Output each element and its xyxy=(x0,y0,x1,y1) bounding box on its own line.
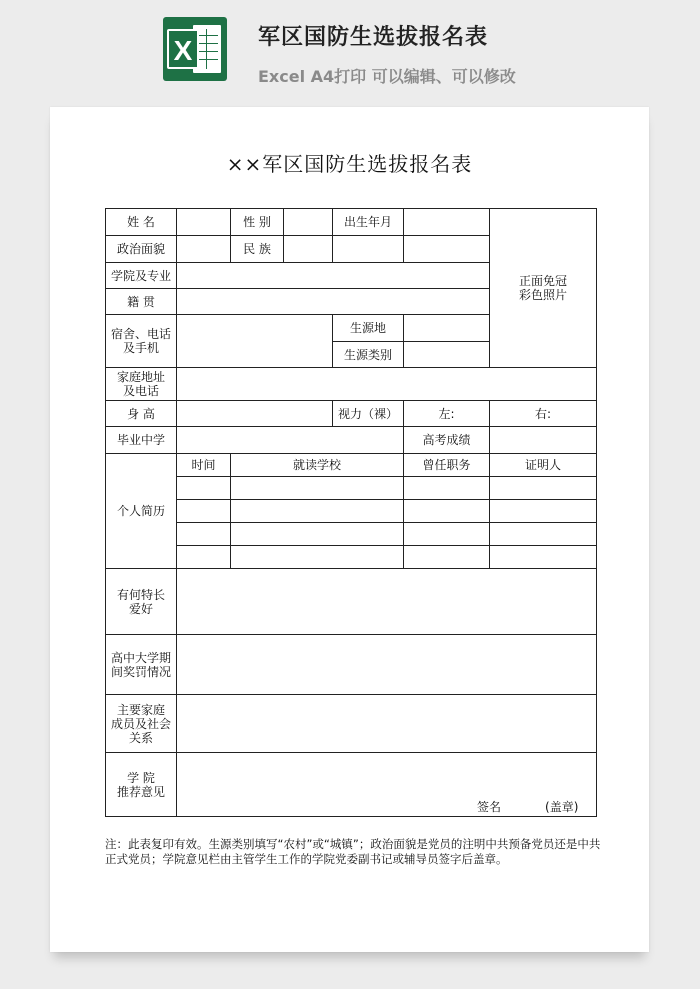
label-origin: 生源地 xyxy=(333,315,404,342)
label-recommend: 学 院 推荐意见 xyxy=(106,753,177,817)
label-exam-score: 高考成绩 xyxy=(404,427,490,454)
resume-cell[interactable] xyxy=(231,477,404,500)
resume-cell[interactable] xyxy=(490,500,597,523)
label-home-address: 家庭地址 及电话 xyxy=(106,368,177,401)
resume-cell[interactable] xyxy=(404,500,490,523)
field-right-eye[interactable]: 右: xyxy=(490,401,597,427)
field-recommend[interactable] xyxy=(177,753,597,817)
label-gender: 性 别 xyxy=(231,209,284,236)
resume-cell[interactable] xyxy=(177,500,231,523)
resume-cell[interactable] xyxy=(404,523,490,546)
resume-cell[interactable] xyxy=(177,477,231,500)
resume-cell[interactable] xyxy=(231,546,404,569)
photo-box: 正面免冠 彩色照片 xyxy=(490,209,597,368)
label-ethnicity: 民 族 xyxy=(231,236,284,263)
field-specialty[interactable] xyxy=(177,569,597,635)
seal-label: (盖章) xyxy=(545,800,579,814)
field-blank-a[interactable] xyxy=(333,236,404,263)
field-high-school[interactable] xyxy=(177,427,404,454)
label-family: 主要家庭 成员及社会 关系 xyxy=(106,695,177,753)
field-blank-b[interactable] xyxy=(404,236,490,263)
resume-cell[interactable] xyxy=(490,477,597,500)
registration-form xyxy=(105,208,597,817)
field-dorm-phone[interactable] xyxy=(177,315,333,368)
resume-cell[interactable] xyxy=(490,546,597,569)
document-page xyxy=(50,107,649,952)
label-politics: 政治面貌 xyxy=(106,236,177,263)
resume-header-time: 时间 xyxy=(177,454,231,477)
field-birth[interactable] xyxy=(404,209,490,236)
document-title: ××军区国防生选拔报名表 xyxy=(226,152,473,176)
excel-icon: X xyxy=(163,17,227,81)
field-awards[interactable] xyxy=(177,635,597,695)
field-exam-score[interactable] xyxy=(490,427,597,454)
field-name[interactable] xyxy=(177,209,231,236)
footnote: 注：此表复印有效。生源类别填写“农村”或“城镇”；政治面貌是党员的注明中共预备党员还是中共正式党员；学院意见栏由主管学生工作的学院党委副书记或辅导员签字后盖章。 xyxy=(105,837,601,866)
resume-cell[interactable] xyxy=(404,477,490,500)
signature-label: 签名 xyxy=(477,800,502,814)
header-banner xyxy=(0,0,700,100)
label-vision: 视力（裸） xyxy=(333,401,404,427)
field-origin[interactable] xyxy=(404,315,490,342)
field-gender[interactable] xyxy=(284,209,333,236)
label-native-place: 籍 贯 xyxy=(106,289,177,315)
label-high-school: 毕业中学 xyxy=(106,427,177,454)
field-politics[interactable] xyxy=(177,236,231,263)
resume-cell[interactable] xyxy=(177,546,231,569)
label-college: 学院及专业 xyxy=(106,263,177,289)
label-dorm-phone: 宿舍、电话 及手机 xyxy=(106,315,177,368)
banner-subtitle: Excel A4打印 可以编辑、可以修改 xyxy=(258,67,516,86)
resume-header-position: 曾任职务 xyxy=(404,454,490,477)
label-awards: 高中大学期 间奖罚情况 xyxy=(106,635,177,695)
resume-cell[interactable] xyxy=(490,523,597,546)
resume-header-school: 就读学校 xyxy=(231,454,404,477)
field-native-place[interactable] xyxy=(177,289,490,315)
resume-cell[interactable] xyxy=(404,546,490,569)
field-origin-type[interactable] xyxy=(404,342,490,368)
signature-line xyxy=(477,800,578,814)
label-origin-type: 生源类别 xyxy=(333,342,404,368)
label-height: 身 高 xyxy=(106,401,177,427)
field-home-address[interactable] xyxy=(177,368,597,401)
resume-cell[interactable] xyxy=(177,523,231,546)
field-left-eye[interactable]: 左: xyxy=(404,401,490,427)
field-height[interactable] xyxy=(177,401,333,427)
banner-title: 军区国防生选拔报名表 xyxy=(258,25,489,50)
resume-header-witness: 证明人 xyxy=(490,454,597,477)
field-college[interactable] xyxy=(177,263,490,289)
label-specialty: 有何特长 爱好 xyxy=(106,569,177,635)
label-name: 姓 名 xyxy=(106,209,177,236)
resume-cell[interactable] xyxy=(231,500,404,523)
field-family[interactable] xyxy=(177,695,597,753)
resume-cell[interactable] xyxy=(231,523,404,546)
label-resume: 个人简历 xyxy=(106,454,177,569)
label-birth: 出生年月 xyxy=(333,209,404,236)
field-ethnicity[interactable] xyxy=(284,236,333,263)
